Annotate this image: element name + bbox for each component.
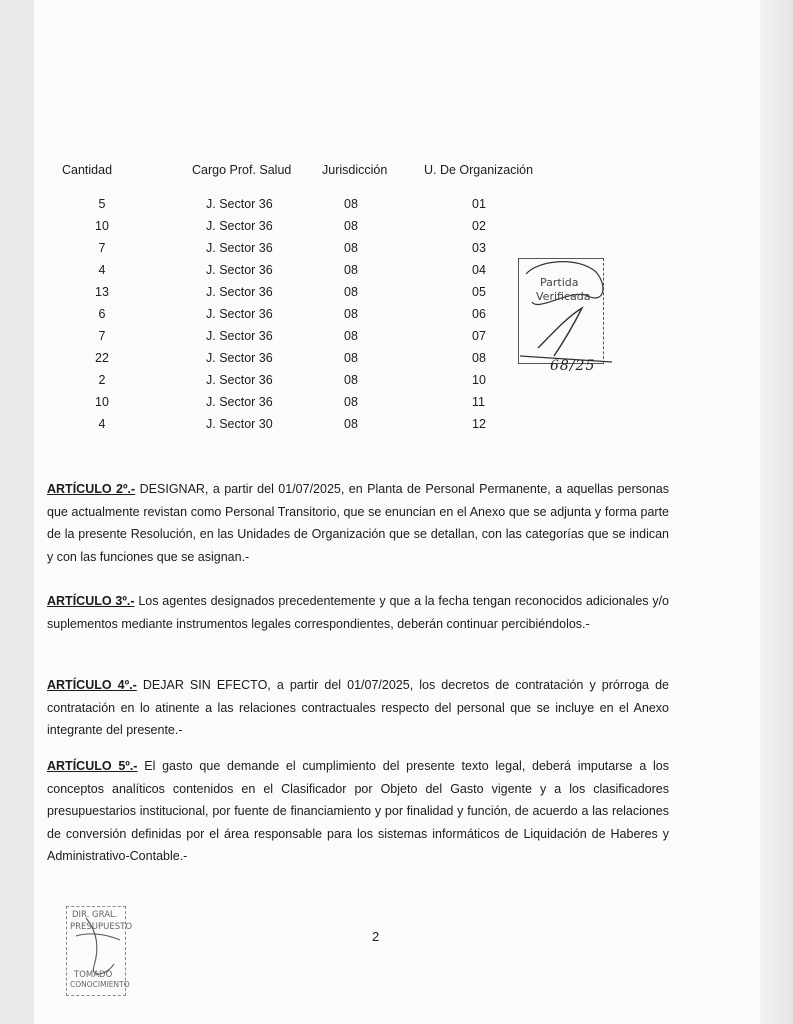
cell-cargo: J. Sector 36: [206, 351, 273, 365]
stamp-line-1: Partida: [540, 276, 579, 289]
stamp-left-line-4: CONOCIMIENTO: [70, 980, 130, 989]
cell-unidad-organizacion: 03: [472, 241, 486, 255]
cell-jurisdiccion: 08: [344, 263, 358, 277]
cell-cargo: J. Sector 36: [206, 307, 273, 321]
cell-unidad-organizacion: 07: [472, 329, 486, 343]
cell-unidad-organizacion: 08: [472, 351, 486, 365]
cell-cargo: J. Sector 36: [206, 219, 273, 233]
article-4: [47, 674, 669, 742]
cell-unidad-organizacion: 01: [472, 197, 486, 211]
budget-office-stamp: [66, 906, 133, 998]
cell-cargo: J. Sector 36: [206, 241, 273, 255]
header-cantidad: Cantidad: [62, 163, 113, 177]
cell-jurisdiccion: 08: [344, 351, 358, 365]
cell-cantidad: 5: [98, 197, 106, 211]
cell-unidad-organizacion: 12: [472, 417, 486, 431]
cell-unidad-organizacion: 05: [472, 285, 486, 299]
cell-cantidad: 10: [95, 395, 109, 409]
table-row: [62, 413, 592, 435]
header-unidad-organizacion: U. De Organización: [424, 163, 534, 177]
table-header-row: [62, 163, 592, 193]
cell-cargo: J. Sector 36: [206, 395, 273, 409]
article-2-label: ARTÍCULO 2º.-: [47, 482, 136, 496]
stamp-left-line-3: TOMADO: [74, 970, 113, 980]
cell-cantidad: 7: [98, 329, 106, 343]
cell-cargo: J. Sector 36: [206, 285, 273, 299]
table-row: [62, 215, 592, 237]
article-5-text: El gasto que demande el cumplimiento del presente texto legal, deberá imputarse a los conceptos analíticos contenidos en el Clasificador por Objeto del Gasto vigente y a los clasificadores presupuestarios institucional, por fuente de financiamiento y por finalidad y función, de acuerdo a las relaciones de conversión definidas por el área responsable para los sistemas informáticos de Liquidación de Haberes y Administrativo-Contable.-: [47, 759, 670, 863]
cell-jurisdiccion: 08: [344, 373, 358, 387]
cell-unidad-organizacion: 06: [472, 307, 486, 321]
article-5: [47, 755, 669, 868]
cell-cantidad: 6: [98, 307, 106, 321]
cell-cantidad: 4: [98, 417, 106, 431]
verification-stamp: [518, 258, 610, 378]
cell-cargo: J. Sector 36: [206, 373, 273, 387]
article-2: [47, 478, 669, 568]
header-cargo: Cargo Prof. Salud: [192, 163, 292, 177]
handwritten-number: 68/25: [550, 358, 596, 374]
cell-cantidad: 22: [95, 351, 109, 365]
page-number: 2: [372, 929, 380, 944]
cell-unidad-organizacion: 02: [472, 219, 486, 233]
cell-cantidad: 2: [98, 373, 106, 387]
cell-jurisdiccion: 08: [344, 329, 358, 343]
cell-unidad-organizacion: 04: [472, 263, 486, 277]
cell-jurisdiccion: 08: [344, 241, 358, 255]
stamp-left-line-1: DIR. GRAL.: [72, 910, 118, 920]
article-4-label: ARTÍCULO 4º.-: [47, 678, 137, 692]
cell-cantidad: 4: [98, 263, 106, 277]
article-5-label: ARTÍCULO 5º.-: [47, 759, 138, 773]
stamp-line-2: Verificada: [536, 290, 591, 303]
cell-jurisdiccion: 08: [344, 219, 358, 233]
cell-cargo: J. Sector 36: [206, 197, 273, 211]
article-3: [47, 590, 669, 635]
cell-cargo: J. Sector 36: [206, 329, 273, 343]
cell-cargo: J. Sector 30: [206, 417, 273, 431]
page-edge: [760, 0, 793, 1024]
cell-jurisdiccion: 08: [344, 285, 358, 299]
cell-jurisdiccion: 08: [344, 307, 358, 321]
table-row: [62, 391, 592, 413]
cell-jurisdiccion: 08: [344, 197, 358, 211]
article-4-text: DEJAR SIN EFECTO, a partir del 01/07/2025, los decretos de contratación y prórroga de contratación en lo atinente a las relaciones contractuales respecto del personal que se incluye en el Anexo integrante del presente.-: [47, 678, 669, 737]
cell-cantidad: 7: [98, 241, 106, 255]
header-jurisdiccion: Jurisdicción: [322, 163, 388, 177]
cell-cantidad: 13: [95, 285, 109, 299]
article-3-label: ARTÍCULO 3º.-: [47, 594, 135, 608]
table-row: [62, 193, 592, 215]
cell-unidad-organizacion: 11: [472, 395, 485, 409]
cell-cargo: J. Sector 36: [206, 263, 273, 277]
cell-jurisdiccion: 08: [344, 417, 358, 431]
cell-cantidad: 10: [95, 219, 109, 233]
article-2-text: DESIGNAR, a partir del 01/07/2025, en Planta de Personal Permanente, a aquellas personas que actualmente revistan como Personal Transitorio, que se enuncian en el Anexo que se adjunta y forma parte de la presente Resolución, en las Unidades de Organización que se detallan, con las categorías que se indican y con las funciones que se asignan.-: [47, 482, 669, 564]
cell-unidad-organizacion: 10: [472, 373, 486, 387]
stamp-left-line-2: PRESUPUESTO: [70, 922, 133, 932]
cell-jurisdiccion: 08: [344, 395, 358, 409]
article-3-text: Los agentes designados precedentemente y que a la fecha tengan reconocidos adicionales y/o suplementos mediante instrumentos legales correspondientes, deberán continuar percibiéndolos.-: [47, 594, 669, 631]
